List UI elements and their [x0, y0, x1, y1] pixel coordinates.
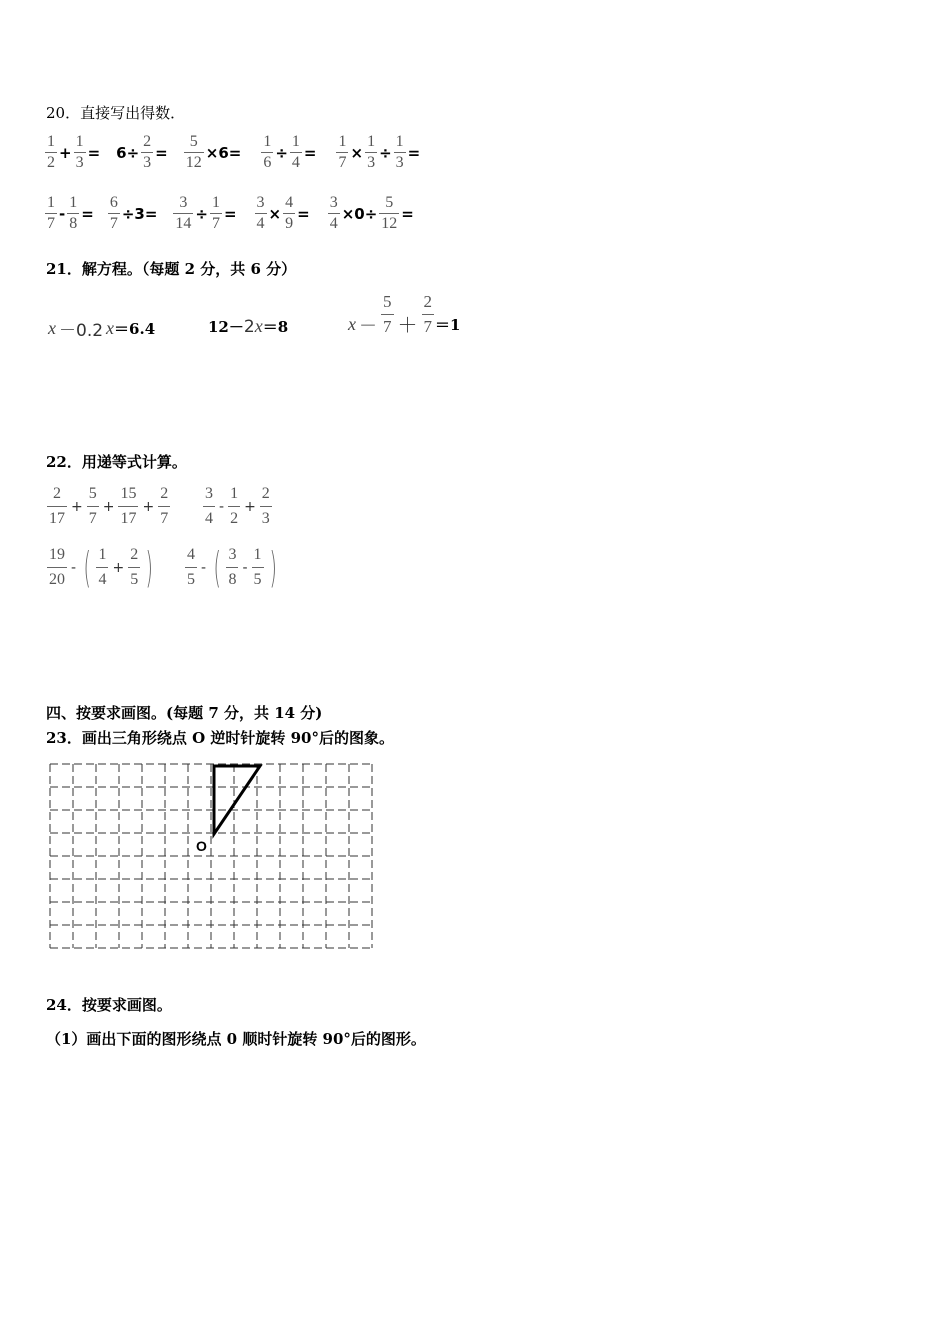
- operator: ×0÷: [341, 204, 378, 223]
- q22-e4: [184, 543, 281, 592]
- equals: =: [407, 143, 421, 162]
- equals: =: [223, 204, 237, 223]
- equals: =: [297, 204, 310, 223]
- right-paren: ): [269, 542, 277, 592]
- fraction: $\frac{3}{4}$: [329, 194, 338, 232]
- fraction: $\frac{1}{3}$: [75, 133, 84, 171]
- fraction: $\frac{5}{7}$: [381, 290, 394, 339]
- q20-row1: [44, 132, 421, 173]
- q20-r2-e1: [44, 193, 95, 234]
- fraction: $\frac{2}{3}$: [143, 133, 152, 171]
- q20-r1-e3: [183, 132, 243, 173]
- fraction: $\frac{1}{6}$: [263, 133, 272, 171]
- fraction: $\frac{1}{3}$: [367, 133, 376, 171]
- fraction: $\frac{5}{12}$: [185, 133, 202, 171]
- operator: -: [201, 559, 207, 576]
- fraction: $\frac{1}{3}$: [395, 133, 404, 171]
- fraction: $\frac{1}{4}$: [291, 133, 300, 171]
- fraction: $\frac{3}{4}$: [256, 194, 265, 232]
- left-paren: (: [83, 542, 91, 592]
- fraction: $\frac{5}{7}$: [87, 482, 99, 531]
- q20-r2-e2: [107, 193, 159, 234]
- q22-title: 22．用递等式计算。: [46, 453, 187, 471]
- operator: －: [359, 315, 377, 337]
- section4-title: 四、按要求画图。(每题 7 分，共 14 分): [46, 704, 323, 722]
- q22-e2: [202, 482, 273, 531]
- q21-eq2: [208, 316, 288, 337]
- q22-e3: [46, 543, 158, 592]
- operator: －0.2: [59, 321, 104, 341]
- fraction: $\frac{1}{7}$: [338, 133, 347, 171]
- q20-r1-e1: [44, 132, 101, 173]
- fraction: $\frac{1}{5}$: [252, 543, 264, 592]
- lhs: 12－: [208, 318, 244, 336]
- triangle: [214, 766, 260, 834]
- q20-r1-e4: [260, 132, 317, 173]
- right-paren: ): [145, 542, 154, 592]
- q23-title: 23．画出三角形绕点 O 逆时针旋转 90°后的图象。: [46, 729, 394, 747]
- equals: =: [81, 204, 94, 223]
- fraction: $\frac{1}{8}$: [69, 194, 78, 232]
- rhs: ＝6.4: [114, 320, 156, 338]
- fraction: $\frac{1}{2}$: [228, 482, 240, 531]
- operator: ×6=: [205, 143, 242, 162]
- fraction: $\frac{2}{7}$: [422, 290, 435, 339]
- fraction: $\frac{1}{2}$: [47, 133, 55, 171]
- fraction: $\frac{1}{7}$: [47, 194, 55, 232]
- fraction: $\frac{19}{20}$: [47, 543, 67, 592]
- variable: x: [48, 318, 56, 338]
- operator: +: [244, 498, 256, 515]
- variable: x: [106, 318, 115, 338]
- fraction: $\frac{6}{7}$: [109, 194, 118, 232]
- q20-r1-e2: [115, 132, 169, 173]
- q21-eq3: [348, 290, 460, 339]
- fraction: $\frac{3}{14}$: [175, 194, 192, 232]
- operator: ＋: [397, 313, 418, 337]
- operator: ×: [268, 204, 282, 223]
- q20-r2-e5: [327, 193, 415, 234]
- coefficient: 2: [243, 316, 255, 337]
- equals: =: [303, 143, 317, 162]
- q20-r1-e5: [335, 132, 421, 173]
- fraction: $\frac{1}{4}$: [96, 543, 108, 592]
- operator: -: [59, 204, 66, 223]
- q21-title: 21．解方程。（每题 2 分，共 6 分）: [46, 260, 297, 278]
- operator: ÷: [195, 204, 208, 223]
- fraction: $\frac{4}{5}$: [185, 543, 197, 592]
- q20-r2-e3: [172, 193, 237, 234]
- fraction: $\frac{3}{4}$: [203, 482, 215, 531]
- operator: +: [112, 559, 125, 576]
- q24-title: 24．按要求画图。: [46, 996, 172, 1014]
- operator: -: [71, 559, 77, 576]
- point-o-label: O: [196, 838, 207, 854]
- fraction: $\frac{2}{7}$: [158, 482, 170, 531]
- q21-eq1: [48, 316, 155, 341]
- fraction: $\frac{2}{17}$: [47, 482, 67, 531]
- q20-title: 20．直接写出得数．: [46, 104, 186, 122]
- operator: -: [219, 498, 225, 515]
- fraction: $\frac{1}{7}$: [211, 194, 220, 232]
- equals: =: [155, 143, 168, 162]
- q23-grid-figure: [44, 758, 384, 954]
- operator: ÷: [275, 143, 288, 162]
- q24-sub1: （1）画出下面的图形绕点 0 顺时针旋转 90°后的图形。: [46, 1030, 426, 1048]
- q20-r2-e4: [254, 193, 311, 234]
- operator: +: [142, 498, 155, 515]
- fraction: $\frac{3}{8}$: [226, 543, 238, 592]
- dashed-grid: [50, 764, 372, 948]
- fraction: $\frac{2}{5}$: [128, 543, 140, 592]
- fraction: $\frac{4}{9}$: [285, 194, 294, 232]
- variable: x: [254, 316, 263, 336]
- operator: 6÷: [116, 143, 140, 162]
- q22-e1: [46, 482, 171, 531]
- rhs: ＝8: [262, 318, 289, 336]
- operator: ÷3=: [121, 204, 158, 223]
- equals: =: [87, 143, 101, 162]
- variable: x: [348, 314, 356, 334]
- fraction: $\frac{2}{3}$: [260, 482, 272, 531]
- operator: -: [242, 559, 248, 576]
- fraction: $\frac{15}{17}$: [118, 482, 138, 531]
- operator: ÷: [379, 143, 392, 162]
- fraction: $\frac{5}{12}$: [381, 194, 398, 232]
- equals: =: [401, 204, 414, 223]
- left-paren: (: [213, 542, 221, 592]
- rhs: ＝1: [435, 316, 461, 334]
- operator: +: [71, 498, 83, 515]
- operator: +: [102, 498, 115, 515]
- operator: +: [59, 143, 72, 162]
- q20-row2: [44, 193, 415, 234]
- operator: ×: [350, 143, 364, 162]
